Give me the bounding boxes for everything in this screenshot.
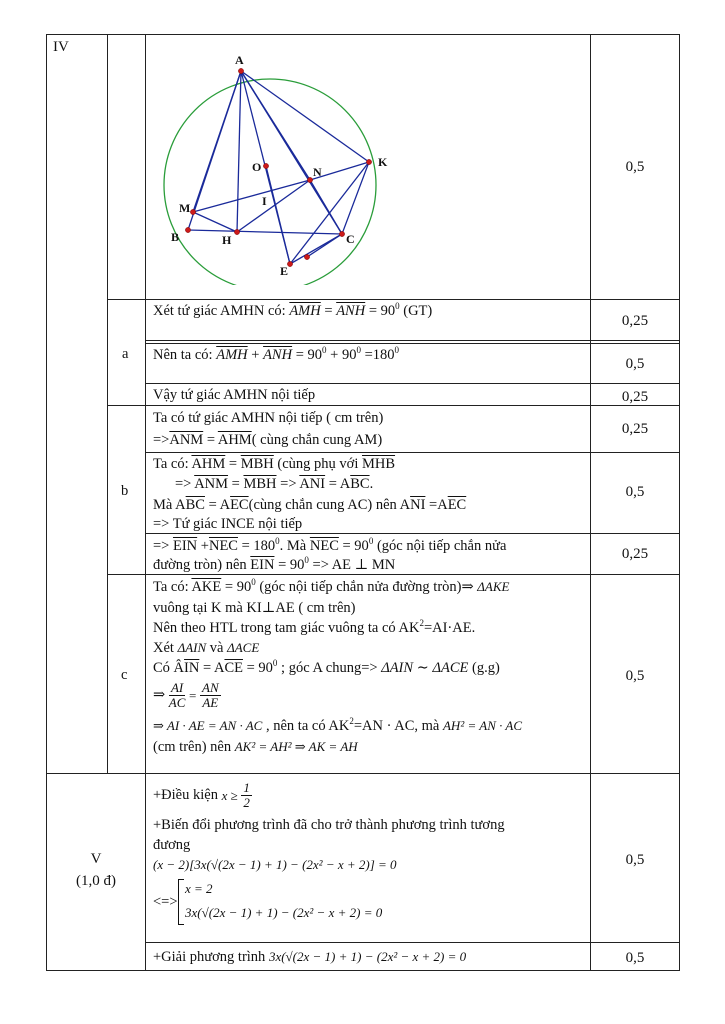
v-solve-line: +Giải phương trình 3x(√(2x − 1) + 1) − (2x² − x + 2) = 0	[153, 949, 467, 965]
part-c-line1: Ta có: $\overline{AKE} = 90^0$ (góc nội tiếp chắn nửa đường tròn)⇒ ΔAKE	[153, 577, 510, 595]
row-line-b1	[145, 452, 679, 453]
label-m: M	[179, 201, 191, 215]
score-b2: 0,5	[625, 484, 645, 500]
v-transform-line2: đương	[153, 837, 191, 853]
column-divider-2	[145, 34, 146, 971]
v-case-1: x = 2	[185, 881, 213, 896]
row-line-a2	[145, 383, 679, 384]
part-c-line4: Xét ΔAIN và ΔACE	[153, 640, 260, 656]
part-a-label: a	[122, 346, 129, 362]
part-c-line6: ⇒ $\frac{AI}{AC}$ = $\frac{AN}{AE}$	[153, 680, 219, 710]
point-m	[190, 209, 195, 214]
part-b-row2-line2: => $\overline{ANM} = \overline{MBH} => \overline{ANI} = A\overline{BC}$.	[175, 476, 374, 492]
label-n: N	[313, 165, 322, 179]
label-h: H	[222, 233, 232, 247]
score-a1: 0,25	[621, 313, 649, 329]
label-e: E	[280, 264, 289, 278]
row-line-v2	[145, 942, 679, 943]
score-b3: 0,25	[621, 546, 649, 562]
point-extra	[304, 254, 309, 259]
point-h	[234, 229, 239, 234]
score-figure: 0,5	[625, 159, 645, 175]
v-case-bracket	[178, 879, 184, 925]
geometry-figure	[150, 45, 400, 285]
part-b-row2-line1: Ta có: $\overline{AHM} = \overline{MBH}$ (cùng phụ với $\overline{MHB}$	[153, 456, 396, 472]
label-b: B	[171, 230, 180, 244]
part-a-row1: Xét tứ giác AMHN có: $\overline{AMH} = \overline{ANH} = 90^0$ (GT)	[153, 301, 433, 319]
label-c: C	[346, 232, 355, 246]
point-n	[307, 177, 312, 182]
part-b-row1-line1: Ta có tứ giác AMHN nội tiếp ( cm trên)	[153, 410, 384, 426]
label-i: I	[262, 194, 267, 208]
row-line-b2	[145, 533, 679, 534]
section-v-points: (1,0 đ)	[76, 873, 116, 889]
score-v2: 0,5	[625, 950, 645, 966]
label-o: O	[252, 160, 262, 174]
label-k: K	[378, 155, 388, 169]
part-a-row2: Nên ta có: $\overline{AMH} + \overline{ANH} = 90^0 + 90^0 =180^0$	[153, 345, 400, 363]
score-v1: 0,5	[625, 852, 645, 868]
section-v-label: V	[90, 851, 102, 867]
point-o	[263, 163, 268, 168]
row-line-v	[46, 773, 679, 774]
row-line-fig	[107, 299, 679, 300]
part-c-label: c	[121, 667, 128, 683]
score-a2: 0,5	[625, 356, 645, 372]
label-a: A	[235, 53, 244, 67]
point-e	[287, 261, 292, 266]
part-b-row2-line3: Mà $A\overline{BC}$ = $A\overline{EC}(cùng$ chắn cung AC) nên $A\overline{NI} =A\overline{EC}$	[153, 497, 467, 513]
column-divider-1	[107, 34, 108, 774]
point-b	[185, 227, 190, 232]
v-equivalent: <=>	[153, 894, 178, 910]
part-b-row1-line2: $=>\overline{ANM} = \overline{AHM}$( cùng chắn cung AM)	[153, 432, 383, 448]
table-border-left	[46, 34, 47, 971]
point-c	[339, 231, 344, 236]
point-a	[238, 68, 243, 73]
part-b-row3-line2: đường tròn) nên $\overline{EIN} = 90^0$ => AE ⊥ MN	[153, 555, 396, 573]
table-border-top	[46, 34, 679, 35]
part-c-line7: ⇒ AI · AE = AN · AC , nên ta có $AK^2=AN$ · AC, mà AH² = AN · AC	[153, 716, 522, 734]
v-condition: +Điều kiện x ≥ $\frac{1}{2}$	[153, 780, 250, 810]
row-line-a1b	[145, 343, 679, 344]
score-c: 0,5	[625, 668, 645, 684]
part-c-line3: Nên theo HTL trong tam giác vuông ta có $AK^2=AI\cdot AE$.	[153, 618, 476, 636]
v-equation-factored: (x − 2)[3x(√(2x − 1) + 1) − (2x² − x + 2)] = 0	[153, 857, 397, 872]
part-b-row2-line4: => Tứ giác INCE nội tiếp	[153, 516, 303, 532]
v-transform-line1: +Biến đổi phương trình đã cho trở thành phương trình tương	[153, 817, 505, 833]
part-c-line5: Có $Â\overline{IN} = A\overline{CE} = 90^0$ ; góc A chung=> ΔAIN ∼ ΔACE (g.g)	[153, 658, 500, 676]
score-b1: 0,25	[621, 421, 649, 437]
row-line-a1	[145, 340, 679, 341]
part-b-label: b	[121, 483, 129, 499]
part-a-row3: Vậy tứ giác AMHN nội tiếp	[153, 387, 316, 403]
point-k	[366, 159, 371, 164]
part-c-line2: vuông tại K mà KI⊥AE ( cm trên)	[153, 600, 356, 616]
part-c-line8: (cm trên) nên AK² = AH² ⇒ AK = AH	[153, 739, 358, 755]
part-b-row3-line1: => $\overline{EIN} +\overline{NEC} = 180^0$. Mà $\overline{NEC} = 90^0$ (góc nội tiếp chắn nửa	[153, 536, 507, 554]
score-a3: 0,25	[621, 389, 649, 405]
row-line-c	[107, 574, 679, 575]
table-border-bottom	[46, 970, 679, 971]
table-border-right	[679, 34, 680, 971]
v-case-2: 3x(√(2x − 1) + 1) − (2x² − x + 2) = 0	[185, 905, 383, 920]
section-iv-label: IV	[53, 39, 69, 55]
